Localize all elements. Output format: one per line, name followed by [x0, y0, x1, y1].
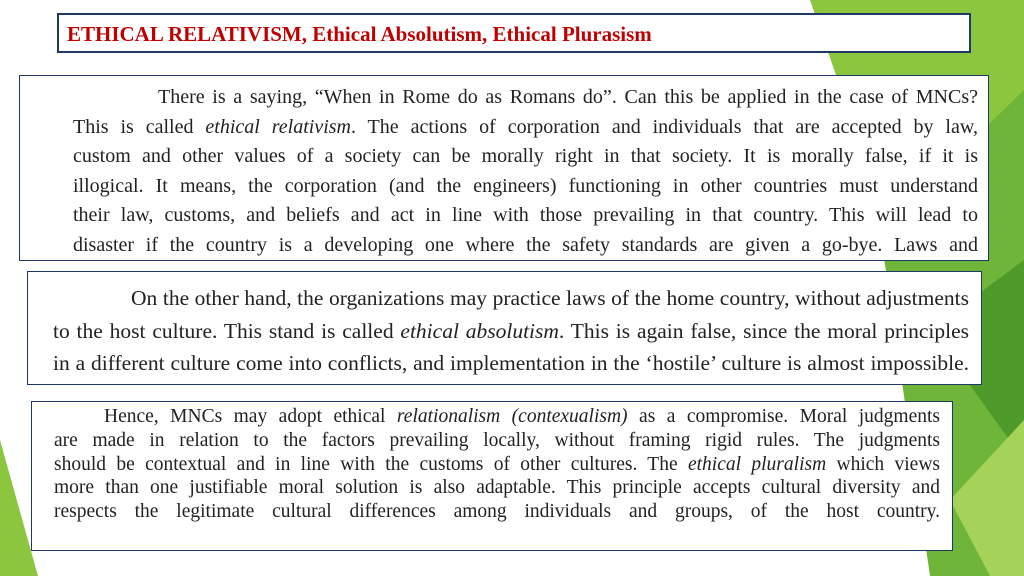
paragraph-line: in a different culture come into conflicts, and implementation in the ‘hostile’ culture is almost impossible.	[53, 351, 969, 375]
paragraph-ethical-absolutism	[53, 282, 969, 380]
text-run: to the host culture. This stand is called	[53, 318, 401, 343]
italic-term: ethical pluralism	[687, 453, 827, 475]
text-box-ethical-pluralism	[31, 401, 953, 551]
text-run: Hence, MNCs may adopt ethical	[104, 406, 397, 427]
text-run: This is called	[73, 115, 206, 138]
text-box-ethical-absolutism	[27, 271, 982, 385]
paragraph-line: custom and other values of a society can be morally right in that society. It is morally false, if it is	[73, 145, 978, 167]
paragraph-line	[54, 453, 940, 477]
slide-title-box	[57, 13, 971, 53]
paragraph-line: On the other hand, the organizations may practice laws of the home country, without adjustments	[131, 286, 969, 310]
paragraph-line: respects the legitimate cultural differences among individuals and groups, of the host country.	[54, 501, 940, 523]
paragraph-line	[73, 113, 978, 143]
italic-term: ethical relativism	[205, 115, 351, 138]
text-run: . This is again false, since the moral principles	[558, 318, 969, 343]
paragraph-line	[54, 405, 940, 429]
paragraph-line: more than one justifiable moral solution is also adaptable. This principle accepts cultural diversity and	[54, 477, 940, 499]
paragraph-line: their law, customs, and beliefs and act in line with those prevailing in that country. This will lead to	[73, 204, 978, 226]
paragraph-line	[53, 315, 969, 348]
paragraph-line: There is a saying, “When in Rome do as Romans do”. Can this be applied in the case of MNCs?	[158, 86, 978, 108]
paragraph-ethical-relativism	[73, 83, 978, 260]
text-run: which views	[826, 453, 940, 475]
italic-term: ethical absolutism	[400, 318, 559, 343]
paragraph-ethical-pluralism	[54, 405, 940, 524]
text-box-ethical-relativism	[19, 75, 989, 261]
italic-term: relationalism (contexualism)	[396, 406, 628, 427]
paragraph-line: illogical. It means, the corporation (and the engineers) functioning in other countries must understand	[73, 174, 978, 197]
paragraph-line: are made in relation to the factors prevailing locally, without framing rigid rules. The judgments	[54, 429, 940, 451]
paragraph-line: disaster if the country is a developing one where the safety standards are given a go-bye. Laws and	[73, 233, 978, 256]
text-run: . The actions of corporation and individuals that are accepted by law,	[351, 115, 979, 138]
text-run: should be contextual and in line with the customs of other cultures. The	[54, 453, 688, 475]
text-run: as a compromise. Moral judgments	[627, 406, 940, 427]
slide-title: ETHICAL RELATIVISM, Ethical Absolutism, Ethical Plurasism	[67, 22, 652, 46]
